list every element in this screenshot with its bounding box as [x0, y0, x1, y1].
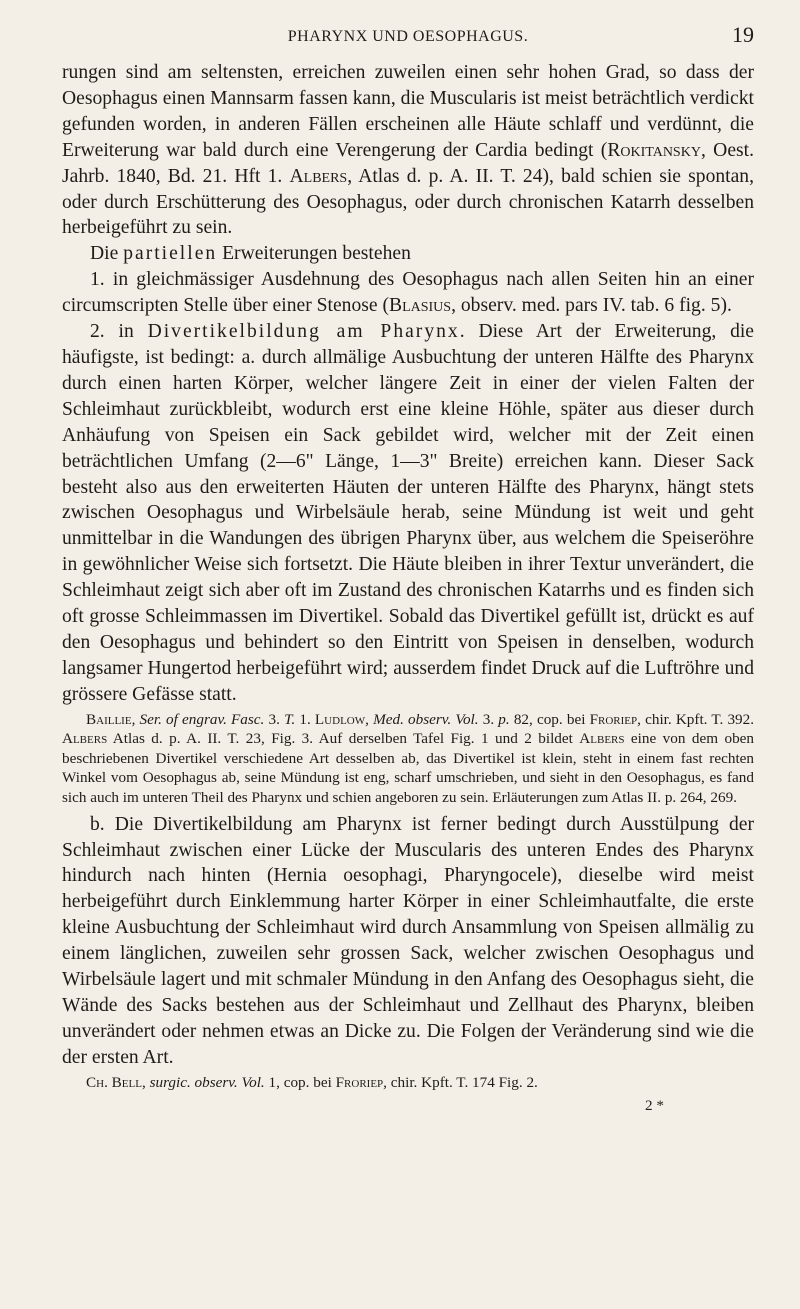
body-text	[62, 60, 754, 1116]
italic-run: Med. observ. Vol.	[373, 710, 479, 728]
text-run: ,	[131, 710, 140, 728]
page-header	[62, 22, 754, 56]
text-run: 1.	[295, 710, 315, 728]
paragraph-dilatation-overview	[62, 60, 754, 241]
paragraph-mucosa-herniation	[62, 812, 754, 1071]
author-name: Baillie	[86, 710, 132, 728]
paragraph-pharynx-diverticulum	[62, 319, 754, 708]
text-run: 3.	[478, 710, 499, 728]
text-run: b. Die Divertikelbildung am Pharynx ist ferner bedingt durch Ausstülpung der Schleimhaut zwischen einer Lücke der Muscularis des unteren Endes des Pharynx hindurch nach hinten (Hernia oesophagi, Pharyngocele), dieselbe wird meist herbeigeführt durch Einklemmung harter Körper in einer Schleimhautfalte, die erste kleine Ausbuchtung der Schleimhaut wird durch Ansammlung von Speisen allmälig zu einem länglichen, zuweilen sehr grossen Sack, welcher zwischen Oesophagus und Wirbelsäule lagert und mit schmaler Mündung in den Anfang des Oesophagus sieht, die Wände des Sacks bestehen aus der Schleimhaut und Zellhaut des Pharynx, bleiben unverändert oder nehmen etwas an Dicke zu. Die Folgen der Veränderung sind wie die der ersten Art.	[62, 813, 754, 1068]
running-title: PHARYNX UND OESOPHAGUS.	[287, 28, 529, 45]
italic-run: T.	[284, 710, 296, 728]
paragraph-uniform-dilatation	[62, 267, 754, 319]
author-name: Ludlow	[314, 710, 366, 728]
text-run: ,	[141, 1073, 150, 1091]
author-name: Ch. Bell	[86, 1073, 142, 1091]
text-run: eine von dem oben beschriebenen Divertikel verschiedene Art desselben ab, das Divertikel ist klein, steht in einem fast rechten Winkel vom Oesophagus ab, seine Mündung ist eng, scharf umschrieben, und sieht in den Oesophagus, es fand sich auch im unteren Theil des Pharynx und schien angeboren zu sein. Erläuterungen zum Atlas II. p. 264, 269.	[62, 730, 754, 807]
emphasized-term: Divertikelbildung am Pharynx	[147, 321, 460, 343]
author-name: Froriep	[589, 710, 638, 728]
author-name: Albers	[62, 730, 108, 748]
text-run: 2. in	[90, 321, 148, 343]
author-name: Albers	[579, 730, 625, 748]
text-run: 3.	[264, 710, 285, 728]
text-run: , Oest. Jahrb. 1840, Bd. 21. Hft 1.	[62, 139, 754, 187]
page-number: 19	[732, 22, 754, 47]
reference-note	[62, 710, 754, 808]
text-run: , chir. Kpft. T. 174 Fig. 2.	[383, 1073, 538, 1091]
text-run: Die	[90, 243, 124, 265]
signature-mark: 2 *	[645, 1097, 664, 1115]
author-name: Froriep	[335, 1073, 384, 1091]
author-name: Rokitansky	[607, 139, 701, 161]
emphasized-term: partiellen	[123, 243, 218, 265]
text-run: , observ. med. pars IV. tab. 6 fig. 5).	[451, 295, 732, 317]
italic-run: p.	[498, 710, 510, 728]
author-name: Albers	[289, 165, 348, 187]
italic-run: surgic. observ. Vol.	[149, 1073, 265, 1091]
text-run: 1. in gleichmässiger Ausdehnung des Oesophagus nach allen Seiten hin an einer circumscripten Stelle über einer Stenose (	[62, 269, 754, 317]
text-run: 1, cop. bei	[264, 1073, 336, 1091]
text-run: , Atlas d. p. A. II. T. 24), bald schien sie spontan, oder durch Erschütterung des Oesophagus, oder durch chronischen Katarrh desselben herbeigeführt zu sein.	[62, 165, 754, 239]
text-run: ,	[365, 710, 374, 728]
text-run: . Diese Art der Erweiterung, die häufigste, ist bedingt: a. durch allmälige Ausbuchtung der unteren Hälfte des Pharynx durch einen harten Körper, welcher längere Zeit in einer der vielen Falten der Schleimhaut zurückbleibt, wodurch erst eine kleine Höhle, später aus dieser durch Anhäufung von Speisen ein Sack gebildet wird, welcher mit der Zeit einen beträchtlichen Umfang (2—6" Länge, 1—3" Breite) erreichen kann. Dieser Sack besteht also aus den erweiterten Häuten der unteren Hälfte des Pharynx, hängt stets zwischen Oesophagus und Wirbelsäule herab, seine Mündung ist weit und geht unmittelbar in die Wandungen des übrigen Pharynx über, aus welchem die Speiseröhre in gewöhnlicher Weise sich fortsetzt. Die Häute bleiben in ihrer Textur unverändert, die Schleimhaut zeigt sich aber oft im Zustand des chronischen Katarrhs und es finden sich oft grosse Schleimmassen im Divertikel. Sobald das Divertikel gefüllt ist, drückt es auf den Oesophagus und behindert so den Eintritt von Speisen in denselben, wodurch langsamer Hungertod herbeigeführt wird; ausserdem findet Druck auf die Luftröhre und grössere Gefässe statt.	[62, 321, 755, 705]
author-name: Blasius	[389, 295, 452, 317]
paragraph-partial-dilatations	[62, 241, 754, 267]
text-run: , chir. Kpft. T. 392.	[637, 710, 755, 728]
text-run: rungen sind am seltensten, erreichen zuweilen einen sehr hohen Grad, so dass der Oesophagus einen Mannsarm fassen kann, die Muscularis ist meist beträchtlich verdickt gefunden worden, in anderen Fällen erscheinen alle Häute schlaff und verdünnt, die Erweiterung war bald durch eine Verengerung der Cardia bedingt (	[62, 62, 754, 161]
reference-note	[62, 1073, 754, 1093]
text-run: 82, cop. bei	[509, 710, 590, 728]
italic-run: Ser. of engrav. Fasc.	[139, 710, 265, 728]
text-run: Erweiterungen bestehen	[217, 243, 411, 265]
text-run: Atlas d. p. A. II. T. 23, Fig. 3. Auf derselben Tafel Fig. 1 und 2 bildet	[107, 730, 580, 748]
